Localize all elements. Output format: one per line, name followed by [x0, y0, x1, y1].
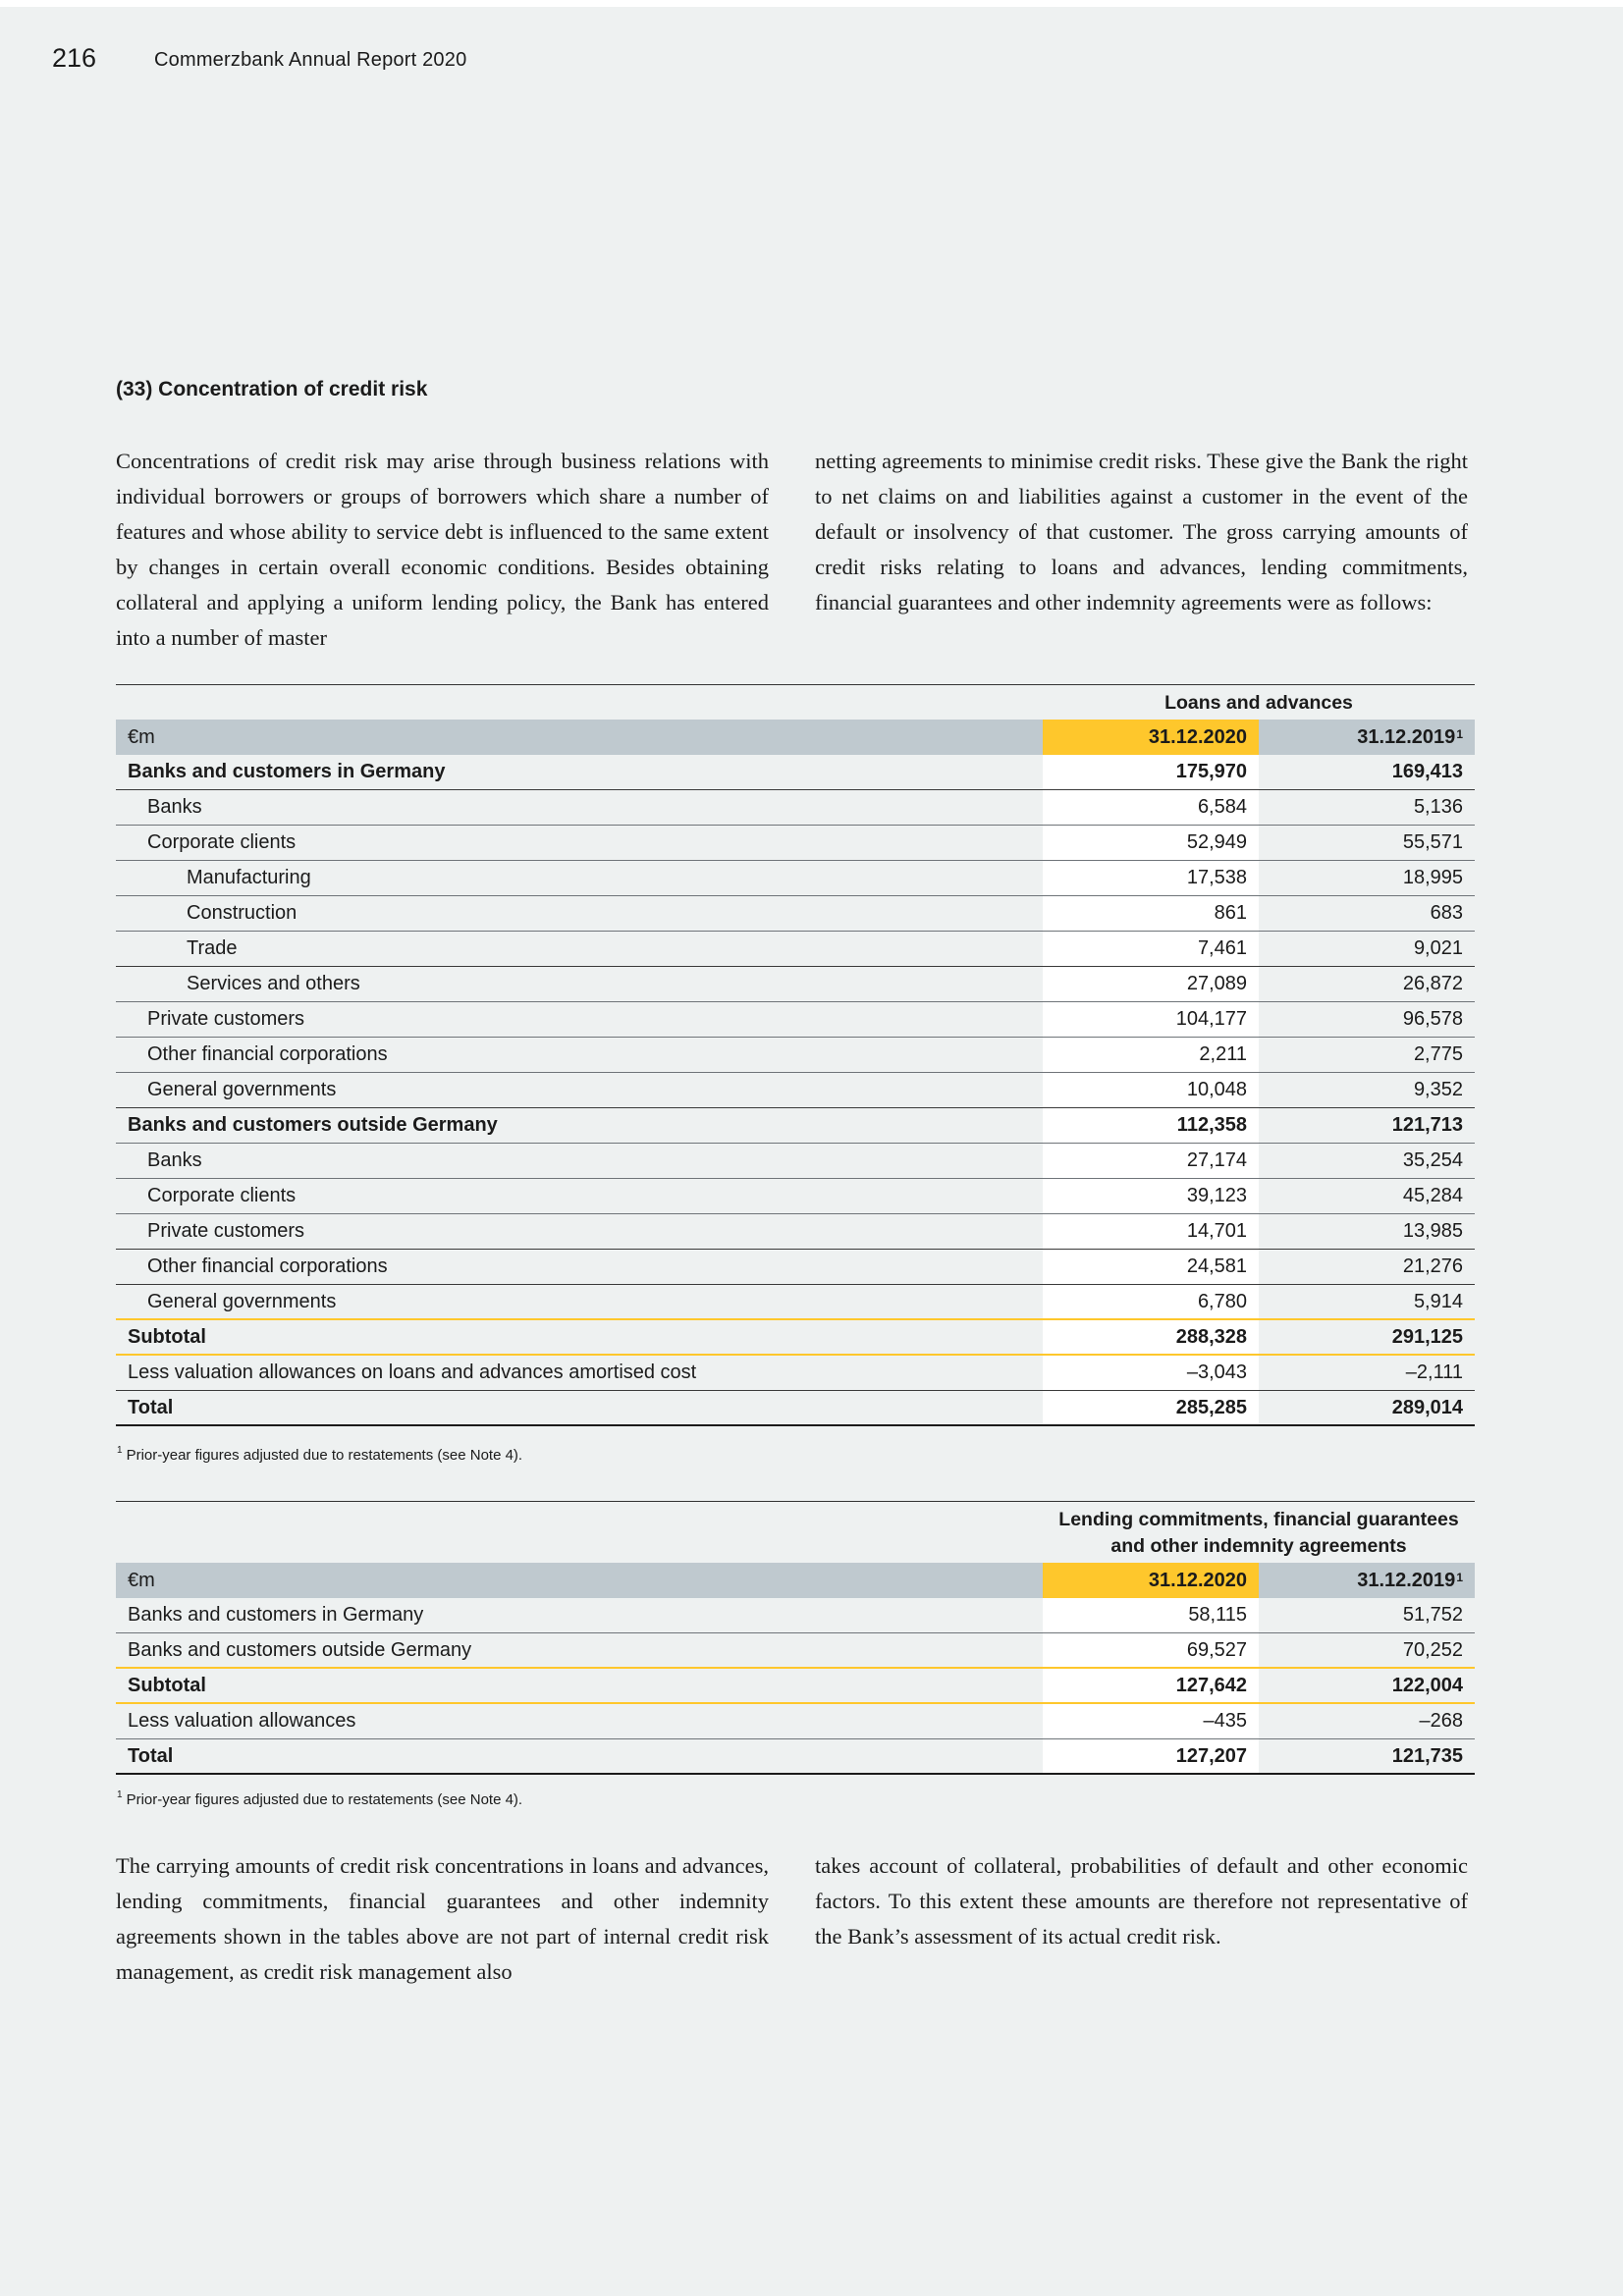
- value-2020: 127,207: [1043, 1739, 1259, 1773]
- page-number: 216: [52, 43, 97, 73]
- value-2020: 27,174: [1043, 1144, 1259, 1178]
- value-2019: 5,136: [1413, 796, 1463, 818]
- value-2020: 127,642: [1043, 1669, 1259, 1702]
- value-2020: 861: [1043, 896, 1259, 931]
- table-header-row: [116, 1563, 1475, 1598]
- table-row-total: [116, 1391, 1475, 1426]
- value-2019: 55,571: [1402, 831, 1463, 853]
- row-label: Banks: [147, 1149, 202, 1171]
- table-row-total: [116, 1739, 1475, 1775]
- table-row: [116, 755, 1475, 790]
- table-group-header: [116, 684, 1475, 720]
- row-label: Less valuation allowances: [128, 1710, 356, 1732]
- value-2020: 104,177: [1043, 1002, 1259, 1037]
- table-row: [116, 1179, 1475, 1214]
- table-row: [116, 1598, 1475, 1633]
- row-label: Construction: [187, 902, 298, 924]
- value-2020: 10,048: [1043, 1073, 1259, 1107]
- unit-label: €m: [128, 1569, 155, 1591]
- intro-paragraph-left: Concentrations of credit risk may arise through business relations with individual borrowers or groups of borrowers which share a number of features and whose ability to service debt is influenced to the same extent by changes in certain overall economic conditions. Besides obtaining collateral and applying a uniform lending policy, the Bank has entered into a number of master: [116, 449, 769, 650]
- value-2020: 58,115: [1043, 1598, 1259, 1632]
- row-label: Services and others: [187, 973, 360, 994]
- value-2019: 121,735: [1391, 1744, 1463, 1767]
- value-2020: 7,461: [1043, 932, 1259, 966]
- row-label: Banks and customers in Germany: [128, 1604, 424, 1626]
- group-label: Lending commitments, financial guarantees and other indemnity agreements: [1058, 1509, 1459, 1557]
- value-2019: 121,713: [1391, 1114, 1463, 1136]
- value-2019: 683: [1430, 902, 1463, 924]
- value-2019: 9,352: [1413, 1079, 1463, 1100]
- row-label: Banks and customers in Germany: [128, 761, 446, 782]
- value-2020: 69,527: [1043, 1633, 1259, 1667]
- row-label: Less valuation allowances on loans and advances amortised cost: [128, 1362, 697, 1383]
- value-2020: 175,970: [1043, 755, 1259, 789]
- column-header-2020: 31.12.2020: [1043, 1563, 1259, 1598]
- table-header-row: [116, 720, 1475, 755]
- value-2020: 24,581: [1043, 1250, 1259, 1284]
- table-row: [116, 1633, 1475, 1669]
- column-header-2019: 31.12.2019 $^1$: [1357, 1569, 1463, 1591]
- report-title: Commerzbank Annual Report 2020: [154, 49, 467, 71]
- outro-paragraph-left: The carrying amounts of credit risk concentrations in loans and advances, lending commitments, financial guarantees and other indemnity agreements shown in the tables above are not part of internal credit risk management, as credit risk management also: [116, 1853, 769, 1984]
- value-2019: 70,252: [1402, 1638, 1463, 1661]
- value-2019: 26,872: [1402, 973, 1463, 994]
- page-top-strip: [0, 0, 1623, 7]
- row-label: General governments: [147, 1079, 337, 1100]
- row-label: Banks: [147, 796, 202, 818]
- table-row: [116, 790, 1475, 826]
- row-label: Manufacturing: [187, 867, 311, 888]
- group-label: Loans and advances: [1164, 692, 1353, 714]
- table-row-subtotal: [116, 1320, 1475, 1356]
- row-label: Banks and customers outside Germany: [128, 1114, 498, 1136]
- value-2020: 39,123: [1043, 1179, 1259, 1213]
- table-row: [116, 1144, 1475, 1179]
- row-label: Banks and customers outside Germany: [128, 1638, 472, 1661]
- value-2019: –2,111: [1405, 1362, 1463, 1383]
- row-label: Private customers: [147, 1008, 305, 1030]
- value-2019: 45,284: [1402, 1185, 1463, 1206]
- value-2019: 18,995: [1402, 867, 1463, 888]
- value-2020: –435: [1043, 1704, 1259, 1738]
- footnote-marker: 1: [1456, 727, 1463, 741]
- table-row: [116, 1285, 1475, 1320]
- row-label: Subtotal: [128, 1674, 206, 1696]
- value-2020: –3,043: [1043, 1356, 1259, 1390]
- outro-paragraph-right: takes account of collateral, probabilities of default and other economic factors. To this extent these amounts are therefore not representative of the Bank’s assessment of its actual credit risk.: [815, 1853, 1468, 1949]
- table-row: [116, 1704, 1475, 1739]
- column-header-2019: 31.12.2019 $^1$: [1357, 725, 1463, 748]
- value-2020: 6,780: [1043, 1285, 1259, 1318]
- row-label: Corporate clients: [147, 831, 297, 853]
- section-title: (33) Concentration of credit risk: [116, 378, 428, 400]
- value-2020: 17,538: [1043, 861, 1259, 895]
- footnote: $^1$ Prior-year figures adjusted due to restatements (see Note 4).: [117, 1445, 523, 1464]
- value-2019: –268: [1419, 1710, 1463, 1732]
- value-2019: 21,276: [1402, 1255, 1463, 1277]
- value-2020: 27,089: [1043, 967, 1259, 1001]
- unit-label: €m: [128, 725, 155, 748]
- row-label: General governments: [147, 1290, 337, 1312]
- row-label: Other financial corporations: [147, 1255, 388, 1277]
- table-row: [116, 1214, 1475, 1250]
- table-row: [116, 861, 1475, 896]
- table-row: [116, 1108, 1475, 1144]
- table-row: [116, 826, 1475, 861]
- value-2019: 5,914: [1413, 1290, 1463, 1312]
- value-2019: 51,752: [1402, 1604, 1463, 1626]
- table-row: [116, 1356, 1475, 1391]
- value-2019: 2,775: [1413, 1043, 1463, 1065]
- row-label: Private customers: [147, 1220, 305, 1242]
- table-group-header: [116, 1501, 1475, 1563]
- value-2019: 96,578: [1402, 1008, 1463, 1030]
- value-2019: 289,014: [1391, 1396, 1463, 1418]
- table-row: [116, 967, 1475, 1002]
- row-label: Trade: [187, 937, 238, 959]
- intro-paragraph-right: netting agreements to minimise credit risks. These give the Bank the right to net claims on and liabilities against a customer in the event of the default or insolvency of that customer. The gross carrying amounts of credit risks relating to loans and advances, lending commitments, financial guarantees and other indemnity agreements were as follows:: [815, 449, 1468, 614]
- value-2019: 169,413: [1391, 761, 1463, 782]
- loans-advances-table: [116, 684, 1475, 1426]
- value-2019: 122,004: [1391, 1674, 1463, 1696]
- value-2019: 9,021: [1413, 937, 1463, 959]
- table-row: [116, 1250, 1475, 1285]
- value-2019: 35,254: [1402, 1149, 1463, 1171]
- value-2020: 285,285: [1043, 1391, 1259, 1424]
- table-row: [116, 896, 1475, 932]
- value-2019: 291,125: [1391, 1325, 1463, 1348]
- table-row: [116, 1073, 1475, 1108]
- lending-commitments-table: [116, 1501, 1475, 1775]
- table-row-subtotal: [116, 1669, 1475, 1704]
- footnote-marker: 1: [1456, 1571, 1463, 1584]
- value-2020: 14,701: [1043, 1214, 1259, 1249]
- table-row: [116, 1002, 1475, 1038]
- value-2020: 52,949: [1043, 826, 1259, 860]
- footnote: $^1$ Prior-year figures adjusted due to restatements (see Note 4).: [117, 1789, 523, 1808]
- column-header-2020: 31.12.2020: [1043, 720, 1259, 755]
- row-label: Total: [128, 1744, 174, 1767]
- value-2020: 112,358: [1043, 1108, 1259, 1143]
- table-row: [116, 1038, 1475, 1073]
- row-label: Other financial corporations: [147, 1043, 388, 1065]
- value-2019: 13,985: [1402, 1220, 1463, 1242]
- value-2020: 6,584: [1043, 790, 1259, 825]
- row-label: Total: [128, 1396, 174, 1418]
- value-2020: 288,328: [1043, 1320, 1259, 1354]
- row-label: Subtotal: [128, 1325, 206, 1348]
- table-row: [116, 932, 1475, 967]
- row-label: Corporate clients: [147, 1185, 297, 1206]
- value-2020: 2,211: [1043, 1038, 1259, 1072]
